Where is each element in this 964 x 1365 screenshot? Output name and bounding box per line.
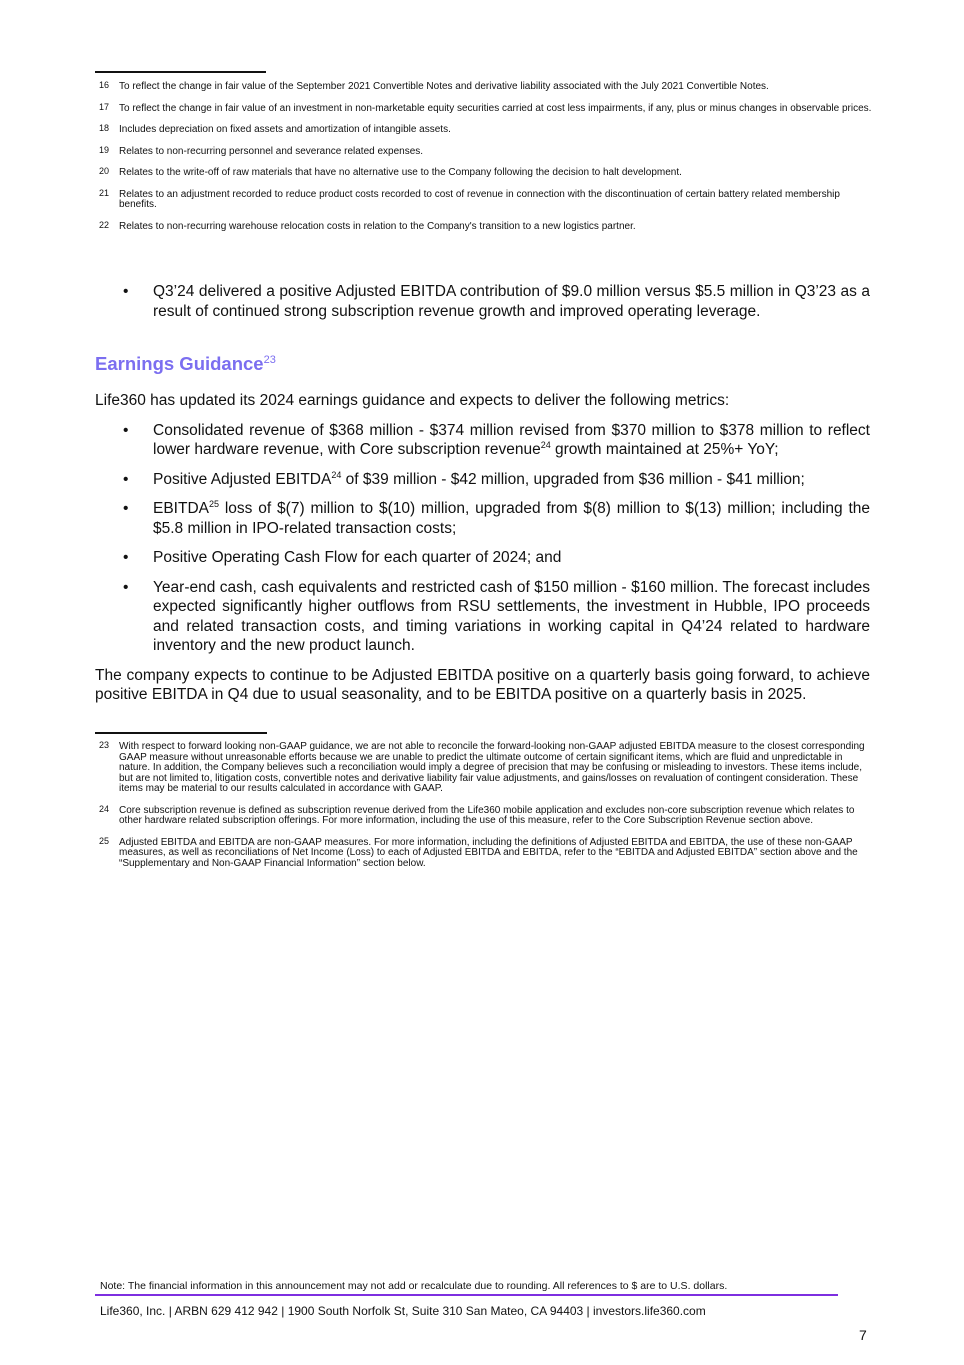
bullet-text-cont: loss of $(7) million to $(10) million, upgraded from $(8) million to $(13) million; including the $5.8 million in IPO-related transaction costs;	[153, 500, 870, 537]
q3-summary	[95, 282, 870, 331]
footnote-number: 22	[99, 219, 110, 230]
footnote-text: Relates to non-recurring personnel and severance related expenses.	[119, 145, 424, 157]
footnote-text: To reflect the change in fair value of the September 2021 Convertible Notes and derivative liability associated with the July 2021 Convertible Notes.	[119, 81, 769, 92]
bullet-marker: •	[123, 283, 129, 300]
footnote-23	[95, 742, 870, 795]
bullet-text: Positive Adjusted EBITDA	[153, 470, 332, 488]
footnote-number: 20	[99, 166, 110, 176]
bullet-text-cont: of $39 million - $42 million, upgraded from $36 million - $41 million;	[341, 470, 805, 488]
bullet-text-cont: growth maintained at 25%+ YoY;	[550, 441, 779, 458]
guidance-bullet-revenue	[95, 421, 870, 460]
footnote-22	[95, 219, 875, 233]
footnote-21	[95, 187, 875, 211]
footnote-19	[95, 144, 875, 158]
footnote-text: Relates to non-recurring warehouse relocation costs in relation to the Company's transition to a new logistics partner.	[119, 220, 636, 232]
footnote-text: Relates to an adjustment recorded to reduce product costs recorded to cost of revenue in connection with the discontinuation of certain battery related membership benefits.	[119, 188, 840, 210]
page-number: 7	[859, 1327, 867, 1343]
footnote-number: 16	[99, 80, 110, 90]
footnote-16	[95, 82, 875, 93]
footnote-18	[95, 125, 875, 136]
footnote-number: 24	[99, 803, 110, 814]
guidance-intro: Life360 has updated its 2024 earnings guidance and expects to deliver the following metrics:	[95, 392, 730, 409]
footnote-ref: 25	[208, 498, 219, 509]
footnote-text: Relates to the write-off of raw materials that have no alternative use to the Company following the decision to halt development.	[119, 167, 682, 178]
guidance-bullet-cash-flow	[95, 548, 870, 568]
bullet-text: Positive Operating Cash Flow for each quarter of 2024; and	[153, 549, 562, 566]
footnote-number: 21	[99, 187, 110, 198]
bullet-text: Q3’24 delivered a positive Adjusted EBITDA contribution of $9.0 million versus $5.5 million in Q3’23 as a result of continued strong subscription revenue growth and improved operating leverage.	[153, 283, 870, 320]
footnote-number: 17	[99, 101, 110, 112]
bullet-text: EBITDA	[153, 500, 209, 517]
footnote-20	[95, 168, 875, 179]
bullet-marker: •	[123, 421, 129, 439]
section-heading	[95, 353, 276, 375]
footnote-ref: 24	[331, 469, 342, 480]
bullet-text: Consolidated revenue of $368 million - $374 million revised from $370 million to $378 million to reflect lower hardware revenue, with Core subscription revenue	[153, 421, 870, 458]
guidance-body	[95, 391, 870, 705]
footnote-text: Adjusted EBITDA and EBITDA are non-GAAP measures. For more information, including the definitions of Adjusted EBITDA and EBITDA, the use of these non-GAAP measures, as well as reconciliations of Net Income (Loss) to each of Adjusted EBITDA and EBITDA, refer to the “EBITDA and Adjusted EBITDA” section above and the “Supplementary and Non-GAAP Financial Information” section below.	[119, 836, 858, 869]
footnote-24	[95, 803, 870, 827]
footnote-25	[95, 835, 870, 870]
bullet-text: Year-end cash, cash equivalents and restricted cash of $150 million - $160 million. The forecast includes expected significantly higher outflows from RSU settlements, the investment in Hubble, IPO proceeds and related transaction costs, and timing variations in working capital in Q4’24 related to hardware inventory and the new product launch.	[153, 578, 870, 654]
footnotes-top	[95, 82, 875, 243]
footnote-separator-top	[95, 71, 266, 73]
footnote-separator-bottom	[95, 732, 267, 734]
bullet-marker: •	[123, 500, 129, 517]
footnote-number: 19	[99, 144, 110, 155]
footnote-number: 18	[99, 123, 110, 133]
footnote-number: 23	[99, 740, 110, 750]
footnote-17	[95, 101, 875, 115]
guidance-bullet-adj-ebitda	[95, 470, 870, 490]
guidance-bullet-ebitda	[95, 499, 870, 538]
footer-divider	[95, 1294, 838, 1296]
bullet-marker: •	[123, 578, 129, 596]
heading-text: Earnings Guidance	[95, 353, 264, 374]
footnote-text: Includes depreciation on fixed assets and amortization of intangible assets.	[119, 124, 451, 135]
footnote-number: 25	[99, 835, 110, 846]
footnote-ref: 24	[540, 439, 551, 450]
footnote-text: With respect to forward looking non-GAAP guidance, we are not able to reconcile the forward-looking non-GAAP adjusted EBITDA measure to the closest corresponding GAAP measure without unreasonable efforts because we are unable to predict the ultimate outcome of certain significant items, which are fluid and unpredictable in nature. In addition, the Company believes such a reconciliation would imply a degree of precision that may be confusing or misleading to investors. These items include, but are not limited to, litigation costs, convertible notes and derivative liability fair value adjustments, and gains/losses on revaluation of contingent consideration. These items may be material to our results calculated in accordance with GAAP.	[119, 741, 865, 794]
heading-footnote-ref: 23	[263, 353, 276, 366]
footnote-text: Core subscription revenue is defined as subscription revenue derived from the Life360 mobile application and excludes non-core subscription revenue which relates to other hardware related subscription offerings. For more information, including the use of this measure, refer to the Core Subscription Revenue section above.	[119, 804, 855, 826]
footnotes-bottom	[95, 742, 870, 880]
company-footer: Life360, Inc. | ARBN 629 412 942 | 1900 South Norfolk St, Suite 310 San Mateo, CA 94403 | investors.life360.com	[100, 1304, 706, 1318]
rounding-note: Note: The financial information in this announcement may not add or recalculate due to rounding. All references to $ are to U.S. dollars.	[100, 1280, 728, 1292]
bullet-marker: •	[123, 549, 129, 566]
bullet-marker: •	[123, 470, 129, 488]
guidance-closing: The company expects to continue to be Adjusted EBITDA positive on a quarterly basis going forward, to achieve positive EBITDA in Q4 due to usual seasonality, and to be EBITDA positive on a quarterly basis in 2025.	[95, 666, 870, 703]
q3-bullet	[95, 282, 870, 321]
footnote-text: To reflect the change in fair value of an investment in non-marketable equity securities carried at cost less impairments, if any, plus or minus changes in observable prices.	[119, 102, 872, 114]
guidance-bullet-cash	[95, 578, 870, 656]
